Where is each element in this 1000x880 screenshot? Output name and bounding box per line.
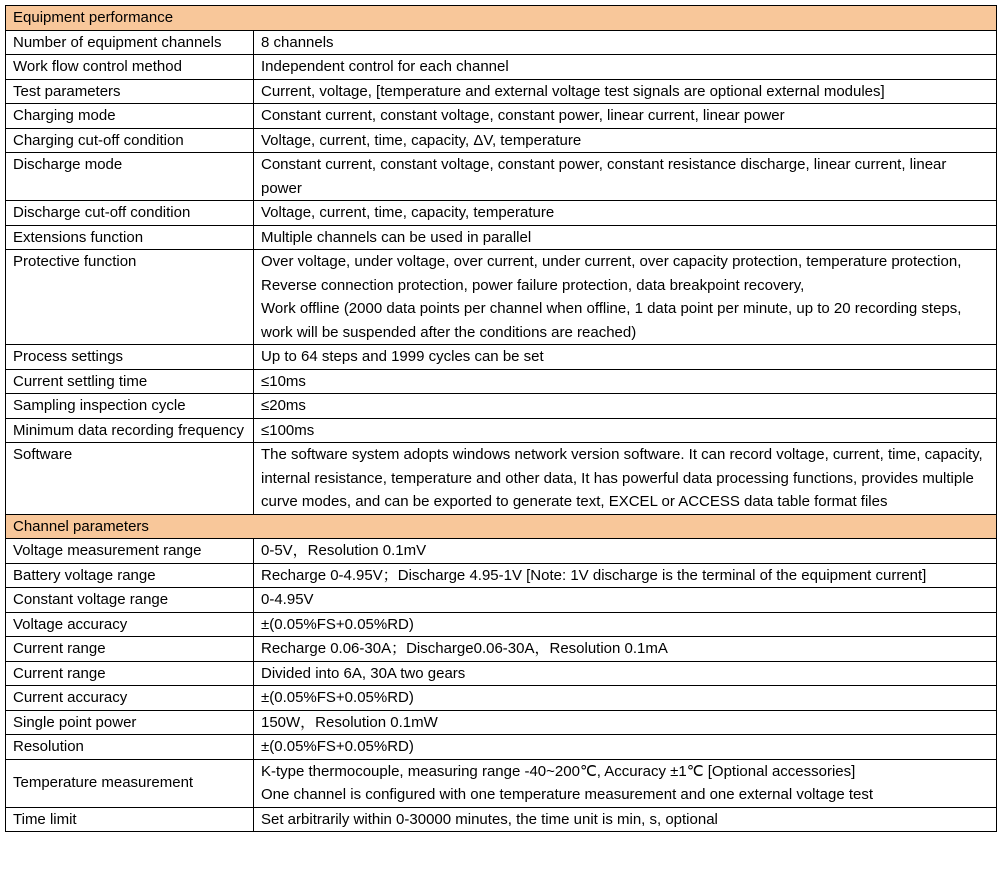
spec-row (6, 661, 997, 686)
spec-value-line: Divided into 6A, 30A two gears (261, 664, 466, 682)
spec-value-line: 0-4.95V (261, 591, 314, 608)
spec-value-line: Current, voltage, [temperature and external voltage test signals are optional external modules] (261, 82, 885, 100)
spec-label: Charging cut-off condition (6, 128, 254, 153)
spec-label: Current range (6, 661, 254, 686)
spec-value-line: ≤10ms (261, 372, 306, 390)
spec-value (254, 588, 997, 613)
spec-value-line: 150W，Resolution 0.1mW (261, 713, 438, 731)
section-title: Equipment performance (6, 6, 997, 31)
spec-value (254, 710, 997, 735)
spec-label: Process settings (6, 345, 254, 370)
spec-value-line: Voltage, current, time, capacity, ΔV, temperature (261, 131, 582, 149)
spec-value (254, 369, 997, 394)
spec-value (254, 539, 997, 564)
spec-label: Discharge mode (6, 153, 254, 201)
spec-value-line: Recharge 0-4.95V；Discharge 4.95-1V [Note: 1V discharge is the terminal of the equipment current] (261, 566, 927, 584)
spec-label: Software (6, 443, 254, 515)
section-header-row (6, 6, 997, 31)
spec-row (6, 225, 997, 250)
spec-value (254, 153, 997, 201)
spec-label: Protective function (6, 250, 254, 345)
spec-row (6, 418, 997, 443)
spec-value (254, 443, 997, 515)
spec-value-line: Up to 64 steps and 1999 cycles can be set (261, 348, 544, 365)
spec-value (254, 55, 997, 80)
spec-row (6, 394, 997, 419)
spec-label: Extensions function (6, 225, 254, 250)
spec-value (254, 807, 997, 832)
spec-value (254, 735, 997, 760)
spec-label: Number of equipment channels (6, 30, 254, 55)
spec-value-line: K-type thermocouple, measuring range -40~200℃, Accuracy ±1℃ [Optional accessories] (261, 762, 856, 780)
spec-value (254, 79, 997, 104)
spec-value-line: ±(0.05%FS+0.05%RD) (261, 738, 414, 755)
spec-value-line: Over voltage, under voltage, over current, under current, over capacity protection, temperature protection, Reverse connection protection, power failure protection, data breakpoint recovery, (261, 253, 962, 294)
spec-row (6, 612, 997, 637)
spec-row (6, 710, 997, 735)
spec-value (254, 104, 997, 129)
spec-row (6, 250, 997, 345)
spec-label: Current accuracy (6, 686, 254, 711)
spec-value-line: One channel is configured with one temperature measurement and one external voltage test (261, 786, 874, 803)
spec-row (6, 686, 997, 711)
spec-value (254, 30, 997, 55)
spec-label: Minimum data recording frequency (6, 418, 254, 443)
spec-row (6, 443, 997, 515)
spec-row (6, 563, 997, 588)
spec-value (254, 128, 997, 153)
spec-row (6, 345, 997, 370)
spec-row (6, 201, 997, 226)
spec-value (254, 612, 997, 637)
spec-value-line: Multiple channels can be used in parallel (261, 228, 532, 246)
spec-row (6, 539, 997, 564)
spec-row (6, 807, 997, 832)
spec-label: Time limit (6, 807, 254, 832)
spec-value-line: Set arbitrarily within 0-30000 minutes, the time unit is min, s, optional (261, 810, 718, 828)
spec-label: Voltage accuracy (6, 612, 254, 637)
spec-row (6, 637, 997, 662)
spec-value-line: 8 channels (261, 33, 334, 51)
spec-value (254, 686, 997, 711)
spec-row (6, 588, 997, 613)
spec-value (254, 201, 997, 226)
spec-row (6, 30, 997, 55)
spec-row (6, 153, 997, 201)
spec-value-line: Voltage, current, time, capacity, temperature (261, 204, 555, 221)
spec-row (6, 79, 997, 104)
spec-table (5, 5, 997, 832)
spec-row (6, 369, 997, 394)
spec-value (254, 250, 997, 345)
spec-label: Single point power (6, 710, 254, 735)
spec-value-line: ≤100ms (261, 421, 315, 439)
spec-value-line: 0-5V，Resolution 0.1mV (261, 542, 427, 559)
spec-label: Current settling time (6, 369, 254, 394)
spec-label: Current range (6, 637, 254, 662)
spec-value (254, 661, 997, 686)
spec-value-line: ≤20ms (261, 397, 306, 414)
spec-value-line: Constant current, constant voltage, constant power, constant resistance discharge, linear current, linear power (261, 156, 947, 197)
spec-label: Battery voltage range (6, 563, 254, 588)
spec-label: Sampling inspection cycle (6, 394, 254, 419)
spec-label: Temperature measurement (6, 759, 254, 807)
spec-value-line: Work offline (2000 data points per channel when offline, 1 data point per minute, up to 20 recording steps, work will be suspended after the conditions are reached) (261, 300, 962, 341)
spec-value-line: The software system adopts windows network version software. It can record voltage, current, time, capacity, internal resistance, temperature and other data, It has powerful data processing functions, provides multiple curve modes, and can be exported to generate text, EXCEL or ACCESS data table format files (261, 446, 983, 510)
spec-row (6, 104, 997, 129)
spec-label: Resolution (6, 735, 254, 760)
spec-value (254, 563, 997, 588)
section-title: Channel parameters (6, 514, 997, 539)
spec-value (254, 225, 997, 250)
spec-label: Discharge cut-off condition (6, 201, 254, 226)
spec-table-body (6, 6, 997, 832)
spec-value (254, 759, 997, 807)
spec-value-line: Constant current, constant voltage, constant power, linear current, linear power (261, 107, 785, 124)
spec-value-line: Recharge 0.06-30A；Discharge0.06-30A，Resolution 0.1mA (261, 640, 668, 657)
section-header-row (6, 514, 997, 539)
spec-row (6, 759, 997, 807)
spec-value-line: ±(0.05%FS+0.05%RD) (261, 615, 414, 633)
spec-label: Charging mode (6, 104, 254, 129)
spec-label: Work flow control method (6, 55, 254, 80)
spec-value (254, 345, 997, 370)
spec-value-line: ±(0.05%FS+0.05%RD) (261, 689, 414, 706)
spec-label: Test parameters (6, 79, 254, 104)
spec-value (254, 394, 997, 419)
spec-label: Constant voltage range (6, 588, 254, 613)
spec-row (6, 735, 997, 760)
spec-value (254, 637, 997, 662)
spec-value (254, 418, 997, 443)
spec-row (6, 55, 997, 80)
spec-label: Voltage measurement range (6, 539, 254, 564)
spec-value-line: Independent control for each channel (261, 58, 509, 75)
spec-row (6, 128, 997, 153)
